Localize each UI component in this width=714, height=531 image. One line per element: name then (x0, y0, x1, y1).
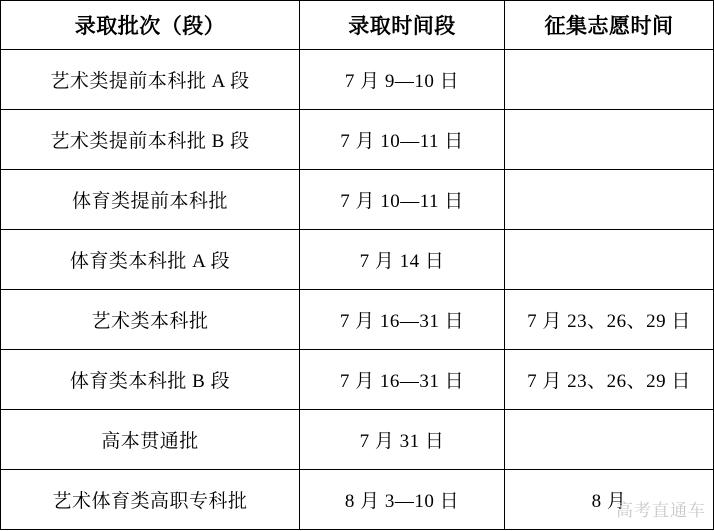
column-header-collect: 征集志愿时间 (505, 1, 714, 50)
cell-collect (505, 110, 714, 170)
table-body (1, 50, 714, 530)
cell-period: 7 月 9—10 日 (300, 50, 505, 110)
table-row (1, 290, 714, 350)
cell-batch: 艺术类提前本科批 B 段 (1, 110, 300, 170)
cell-collect (505, 410, 714, 470)
table-row (1, 170, 714, 230)
cell-period: 7 月 16—31 日 (300, 290, 505, 350)
table-header (1, 1, 714, 50)
cell-collect (505, 50, 714, 110)
cell-batch: 艺术体育类高职专科批 (1, 470, 300, 530)
column-header-period: 录取时间段 (300, 1, 505, 50)
cell-period: 7 月 10—11 日 (300, 110, 505, 170)
cell-period: 8 月 3—10 日 (300, 470, 505, 530)
table-row (1, 50, 714, 110)
cell-collect (505, 230, 714, 290)
cell-batch: 艺术类本科批 (1, 290, 300, 350)
cell-period: 7 月 14 日 (300, 230, 505, 290)
cell-batch: 体育类本科批 B 段 (1, 350, 300, 410)
cell-batch: 高本贯通批 (1, 410, 300, 470)
table-row (1, 230, 714, 290)
watermark-text: 高考直通车 (616, 501, 706, 520)
column-header-batch: 录取批次（段） (1, 1, 300, 50)
cell-period: 7 月 16—31 日 (300, 350, 505, 410)
cell-batch: 体育类提前本科批 (1, 170, 300, 230)
cell-collect: 7 月 23、26、29 日 (505, 290, 714, 350)
table-header-row (1, 1, 714, 50)
cell-collect: 7 月 23、26、29 日 (505, 350, 714, 410)
table-row (1, 470, 714, 530)
cell-batch: 艺术类提前本科批 A 段 (1, 50, 300, 110)
cell-period: 7 月 31 日 (300, 410, 505, 470)
cell-collect (505, 170, 714, 230)
table-row (1, 350, 714, 410)
table-row (1, 110, 714, 170)
cell-batch: 体育类本科批 A 段 (1, 230, 300, 290)
cell-collect: 8 月 (505, 470, 714, 530)
cell-period: 7 月 10—11 日 (300, 170, 505, 230)
table-row (1, 410, 714, 470)
